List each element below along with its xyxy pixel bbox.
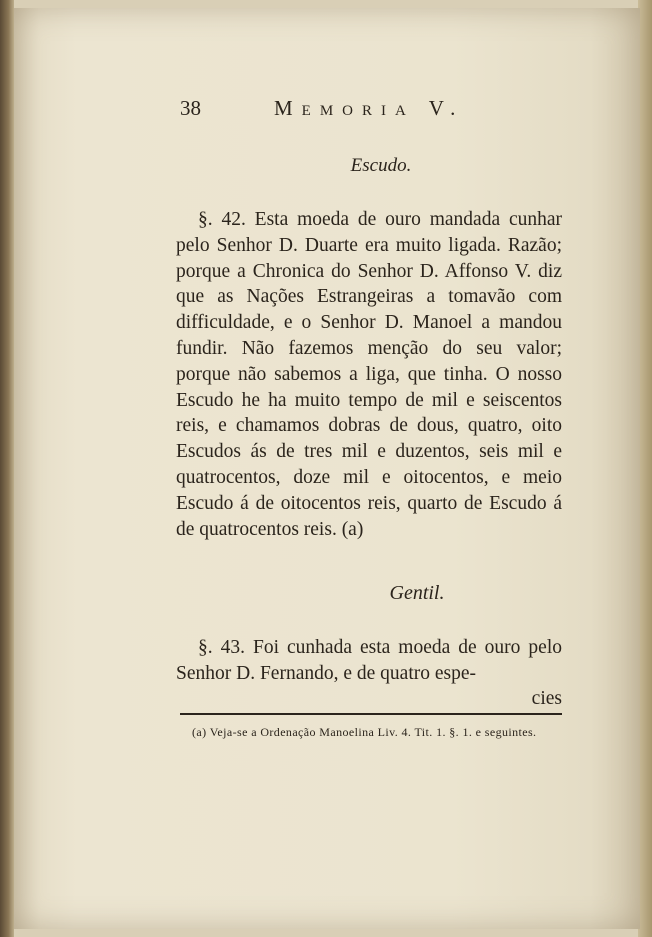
catchword: cies [531,688,562,709]
page-edge [638,0,652,937]
paragraph-42: §. 42. Esta moeda de ouro mandada cunhar pelo Senhor D. Duarte era muito ligada. Razão; porque a Chronica do Senhor D. Affonso V. diz que as Nações Estrangeiras a tomavão com difficuldade, e o Senhor D. Manoel a mandou fundir. Não fazemos menção do seu valor; porque não sabemos a liga, que tinha. O nosso Escudo he ha muito tempo de mil e seiscentos reis, e chamamos dobras de dous, quatro, oito Escudos ás de tres mil e duzentos, seis mil e quatrocentos, doze mil e oitocentos, e meio Escudo á de oitocentos reis, quarto de Escudo á de quatrocentos reis. (a) [176,209,562,540]
running-head: Memoria V. [274,96,465,120]
section-title-escudo: Escudo. [350,155,412,176]
footnote-rule [180,713,562,715]
book-spine [0,0,14,937]
section-title-gentil: Gentil. [389,582,445,604]
page-header [180,96,560,126]
paragraph-43: §. 43. Foi cunhada esta moeda de ouro pelo Senhor D. Fernando, e de quatro espe- [176,637,562,684]
page-number: 38 [180,96,201,120]
footnote: (a) Veja-se a Ordenação Manoelina Liv. 4. Tit. 1. §. 1. e seguintes. [192,725,537,739]
